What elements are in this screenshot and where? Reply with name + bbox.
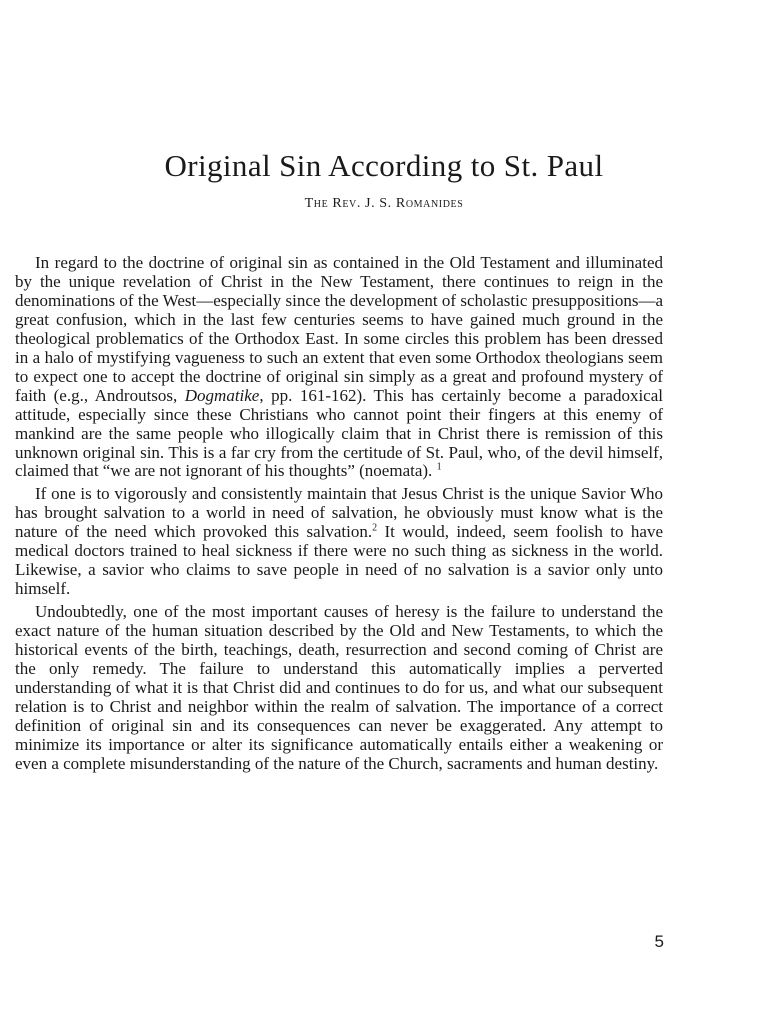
- paragraph-1: [15, 254, 663, 481]
- paragraph-3: [15, 603, 663, 774]
- footnote-ref-1: 1: [436, 461, 442, 473]
- paragraph-text: In regard to the doctrine of original sin as contained in the Old Testament and illuminated by the unique revelation of Christ in the New Testament, there continues to reign in the denominations of the West—especially since the development of scholastic presuppositions—a great confusion, which in the last few centuries seems to have gained much ground in the theological problematics of the Orthodox East. In some circles this problem has been dressed in a halo of mystifying vagueness to such an extent that even some Orthodox theologians seem to expect one to accept the doctrine of original sin simply as a great and profound mystery of faith (e.g., Androutsos,: [15, 253, 663, 405]
- article-body: [15, 254, 663, 778]
- paragraph-text: , pp. 161-162). This has certainly become a paradoxical attitude, especially since these Christians who cannot point their fingers at this enemy of mankind are the same people who illogically claim that in Christ there is remission of this unknown original sin. This is a far cry from the certitude of St. Paul, who, of the devil himself, claimed that “we are not ignorant of his thoughts” (noemata).: [15, 385, 663, 481]
- article-author: The Rev. J. S. Romanides: [304, 196, 464, 211]
- paragraph-text: If one is to vigorously and consistently maintain that Jesus Christ is the unique Savior Who has brought salvation to a world in need of salvation, he obviously must know what is the nature of the need which provoked this salvation.: [15, 484, 663, 542]
- paragraph-text: It would, indeed, seem foolish to have medical doctors trained to heal sickness if there were no such thing as sickness in the world. Likewise, a savior who claims to save people in need of no salvation is a savior only unto himself.: [15, 522, 664, 599]
- footnote-ref-2: 2: [372, 522, 378, 534]
- book-title-italic: Dogmatike: [184, 385, 260, 405]
- paragraph-2: [15, 485, 663, 599]
- article-title: Original Sin According to St. Paul: [164, 148, 604, 183]
- paragraph-text: Undoubtedly, one of the most important causes of heresy is the failure to understand the exact nature of the human situation described by the Old and New Testaments, to which the historical events of the birth, teachings, death, resurrection and second coming of Christ are the only remedy. The failure to understand this automatically implies a perverted understanding of what it is that Christ did and continues to do for us, and what our subsequent relation is to Christ and neighbor within the realm of salvation. The importance of a correct definition of original sin and its consequences can never be exaggerated. Any attempt to minimize its importance or alter its significance automatically entails either a weakening or even a complete misunderstanding of the nature of the Church, sacraments and human destiny.: [15, 602, 663, 773]
- page-number: 5: [654, 932, 664, 951]
